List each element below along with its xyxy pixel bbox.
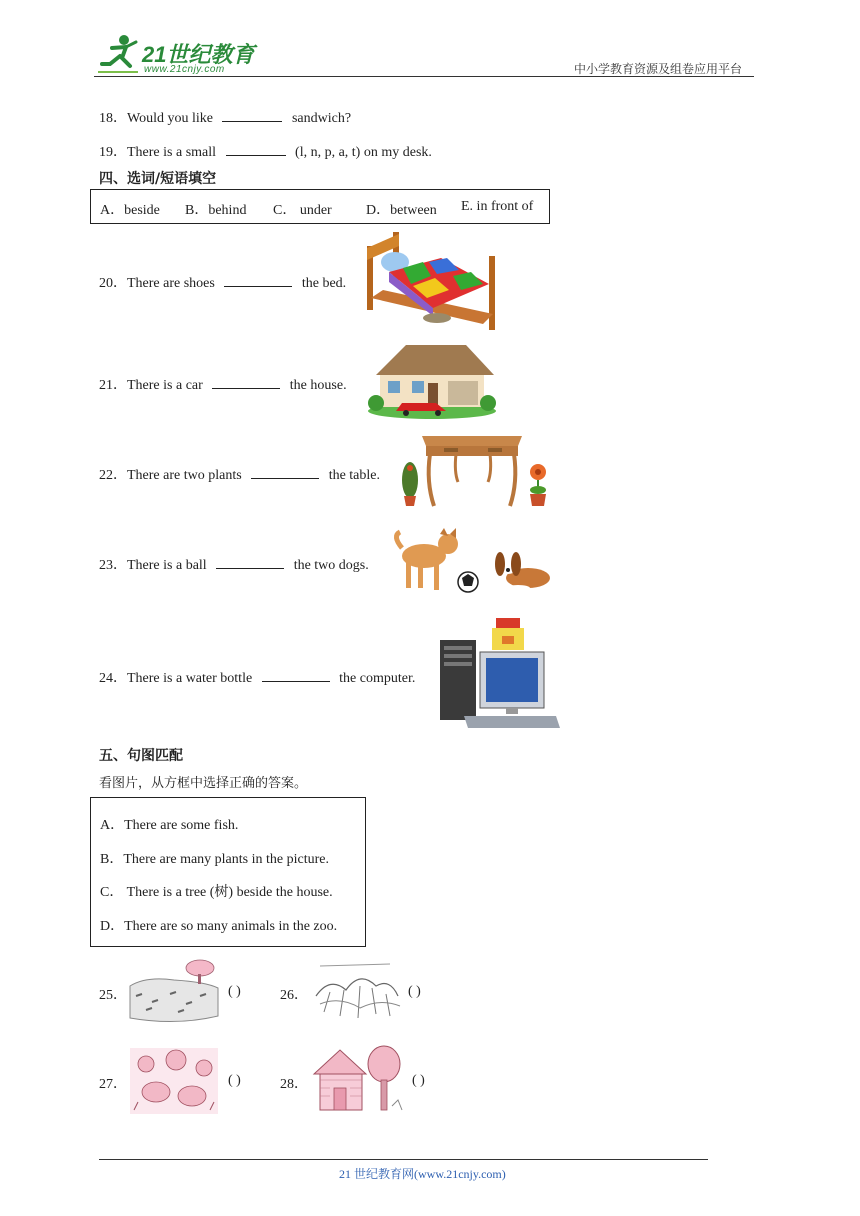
option-a: A．There are some fish. (100, 818, 239, 833)
option-c: C． There is a tree (树) beside the house. (100, 885, 333, 900)
footer-text[interactable]: 21 世纪教育网(www.21cnjy.com) (339, 1167, 506, 1181)
question-number: 23． (99, 558, 127, 573)
question-text-before: There is a small (127, 145, 217, 160)
option-e: E. in front of (461, 199, 534, 214)
plants-sketch-image (310, 956, 402, 1026)
house-car-image (366, 341, 498, 421)
section-5-title: 五、句图匹配 (99, 748, 183, 764)
question-21 (99, 374, 347, 394)
question-20 (99, 272, 346, 292)
question-number: 20． (99, 276, 127, 291)
question-text-before: There is a water bottle (127, 671, 253, 686)
question-26-number: 26． (280, 988, 308, 1003)
fish-pond-image (126, 956, 222, 1026)
answer-blank[interactable] (212, 376, 280, 389)
answer-blank[interactable] (216, 556, 284, 569)
logo-url-text: www.21cnjy.com (144, 64, 225, 75)
question-26-answer-paren[interactable]: ( ) (408, 984, 421, 999)
section-4-options-box (90, 189, 550, 224)
question-25-answer-paren[interactable]: ( ) (228, 984, 241, 999)
answer-blank[interactable] (262, 669, 330, 682)
question-23 (99, 554, 369, 574)
runner-logo-icon (94, 34, 144, 76)
answer-blank[interactable] (222, 109, 282, 122)
question-text-before: There are shoes (127, 276, 215, 291)
question-text-after: the two dogs. (293, 558, 369, 573)
section-4-title: 四、选词/短语填空 (99, 171, 217, 187)
question-25-number: 25． (99, 988, 127, 1003)
bed-image (363, 228, 497, 332)
question-number: 24． (99, 671, 127, 686)
option-a: A．beside (100, 203, 160, 218)
section-5-options-box (90, 797, 366, 947)
option-b: B．There are many plants in the picture. (100, 852, 329, 867)
question-number: 21． (99, 378, 127, 393)
house-tree-image (310, 1044, 406, 1118)
table-plants-image (398, 432, 550, 510)
question-19 (99, 141, 432, 161)
question-text-before: Would you like (127, 111, 213, 126)
question-27-number: 27． (99, 1077, 127, 1092)
question-number: 19． (99, 145, 127, 160)
question-text-after: the computer. (339, 671, 416, 686)
question-28-number: 28． (280, 1077, 308, 1092)
option-c: C． under (273, 203, 332, 218)
question-text-before: There is a ball (127, 558, 207, 573)
question-text-before: There are two plants (127, 468, 242, 483)
question-text-before: There is a car (127, 378, 203, 393)
question-number: 22． (99, 468, 127, 483)
question-text-after: (l, n, p, a, t) on my desk. (295, 145, 432, 160)
footer-divider (99, 1159, 708, 1160)
zoo-animals-image (126, 1044, 222, 1118)
answer-blank[interactable] (224, 274, 292, 287)
answer-blank[interactable] (226, 143, 286, 156)
logo (94, 34, 264, 76)
option-d: D．There are so many animals in the zoo. (100, 919, 338, 934)
question-text-after: the table. (328, 468, 380, 483)
logo-main-text: 21世纪教育 (142, 42, 255, 67)
question-text-after: the bed. (301, 276, 347, 291)
section-5-instruction: 看图片，从方框中选择正确的答案。 (99, 776, 308, 791)
dogs-ball-image (388, 526, 554, 596)
question-text-after: sandwich? (291, 111, 352, 126)
question-18 (99, 107, 351, 127)
header-platform-text: 中小学教育资源及组卷应用平台 (574, 62, 743, 76)
question-27-answer-paren[interactable]: ( ) (228, 1073, 241, 1088)
option-d: D．between (366, 203, 437, 218)
header-divider (94, 76, 754, 77)
computer-image (438, 616, 562, 732)
answer-blank[interactable] (251, 466, 319, 479)
option-b: B．behind (185, 203, 247, 218)
question-28-answer-paren[interactable]: ( ) (412, 1073, 425, 1088)
question-number: 18． (99, 111, 127, 126)
question-text-after: the house. (289, 378, 347, 393)
question-22 (99, 464, 380, 484)
question-24 (99, 667, 415, 687)
